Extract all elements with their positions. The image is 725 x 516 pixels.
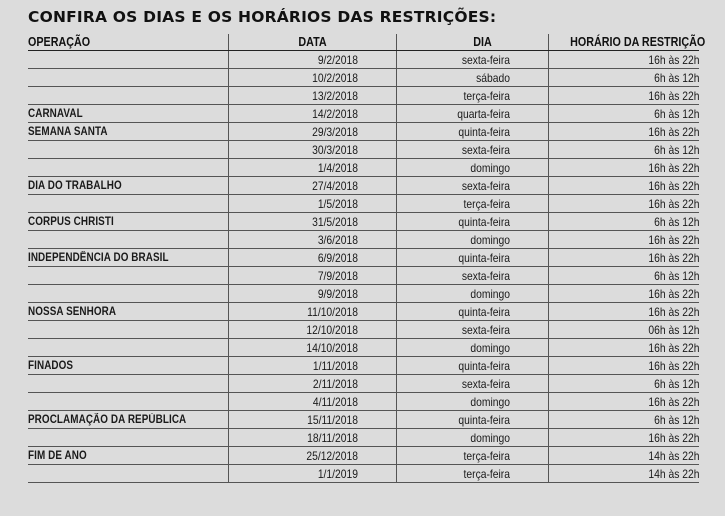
table-row xyxy=(28,123,699,141)
header-row xyxy=(28,34,699,51)
cell-data: 6/9/2018 xyxy=(228,249,396,267)
cell-data: 13/2/2018 xyxy=(228,87,396,105)
table-row xyxy=(28,249,699,267)
cell-data: 30/3/2018 xyxy=(228,141,396,159)
table-row xyxy=(28,69,699,87)
cell-dia: sexta-feira xyxy=(396,51,548,69)
cell-data: 4/11/2018 xyxy=(228,393,396,411)
cell-dia: sábado xyxy=(396,69,548,87)
table-row xyxy=(28,177,699,195)
cell-dia: domingo xyxy=(396,339,548,357)
cell-horario: 6h às 12h xyxy=(548,213,699,231)
table-row xyxy=(28,339,699,357)
header-operacao: OPERAÇÃO xyxy=(28,34,228,51)
cell-dia: quinta-feira xyxy=(396,249,548,267)
cell-dia: terça-feira xyxy=(396,195,548,213)
cell-dia: sexta-feira xyxy=(396,267,548,285)
cell-data: 7/9/2018 xyxy=(228,267,396,285)
cell-data: 1/4/2018 xyxy=(228,159,396,177)
cell-horario: 6h às 12h xyxy=(548,267,699,285)
cell-horario: 6h às 12h xyxy=(548,105,699,123)
cell-data: 27/4/2018 xyxy=(228,177,396,195)
cell-dia: quinta-feira xyxy=(396,411,548,429)
cell-horario: 16h às 22h xyxy=(548,303,699,321)
cell-data: 3/6/2018 xyxy=(228,231,396,249)
cell-data: 25/12/2018 xyxy=(228,447,396,465)
table-row xyxy=(28,267,699,285)
table-row xyxy=(28,303,699,321)
cell-operacao xyxy=(28,429,228,447)
cell-horario: 14h às 22h xyxy=(548,447,699,465)
table-row xyxy=(28,213,699,231)
cell-horario: 16h às 22h xyxy=(548,249,699,267)
table-row xyxy=(28,159,699,177)
table-row xyxy=(28,195,699,213)
cell-horario: 16h às 22h xyxy=(548,87,699,105)
cell-operacao: FINADOS xyxy=(28,357,228,375)
cell-operacao: CORPUS CHRISTI xyxy=(28,213,228,231)
cell-operacao xyxy=(28,267,228,285)
cell-dia: terça-feira xyxy=(396,87,548,105)
cell-operacao xyxy=(28,69,228,87)
cell-operacao: NOSSA SENHORA xyxy=(28,303,228,321)
cell-operacao xyxy=(28,321,228,339)
cell-operacao xyxy=(28,339,228,357)
table-row xyxy=(28,411,699,429)
cell-operacao: PROCLAMAÇÃO DA REPÚBLICA xyxy=(28,411,228,429)
table-row xyxy=(28,465,699,483)
cell-dia: quinta-feira xyxy=(396,213,548,231)
cell-data: 1/5/2018 xyxy=(228,195,396,213)
cell-horario: 14h às 22h xyxy=(548,465,699,483)
cell-dia: domingo xyxy=(396,231,548,249)
cell-horario: 16h às 22h xyxy=(548,429,699,447)
cell-dia: sexta-feira xyxy=(396,321,548,339)
cell-data: 9/2/2018 xyxy=(228,51,396,69)
cell-operacao xyxy=(28,285,228,303)
cell-data: 2/11/2018 xyxy=(228,375,396,393)
cell-data: 9/9/2018 xyxy=(228,285,396,303)
cell-operacao: CARNAVAL xyxy=(28,105,228,123)
cell-dia: quinta-feira xyxy=(396,303,548,321)
cell-operacao: INDEPENDÊNCIA DO BRASIL xyxy=(28,249,228,267)
cell-horario: 06h às 12h xyxy=(548,321,699,339)
cell-dia: quinta-feira xyxy=(396,123,548,141)
cell-horario: 16h às 22h xyxy=(548,51,699,69)
cell-operacao xyxy=(28,375,228,393)
cell-horario: 6h às 12h xyxy=(548,375,699,393)
cell-data: 31/5/2018 xyxy=(228,213,396,231)
cell-horario: 16h às 22h xyxy=(548,195,699,213)
cell-horario: 16h às 22h xyxy=(548,339,699,357)
cell-dia: sexta-feira xyxy=(396,141,548,159)
cell-horario: 6h às 12h xyxy=(548,69,699,87)
table-row xyxy=(28,393,699,411)
restrictions-table xyxy=(28,34,705,483)
cell-horario: 6h às 12h xyxy=(548,141,699,159)
cell-operacao xyxy=(28,393,228,411)
cell-data: 15/11/2018 xyxy=(228,411,396,429)
cell-dia: domingo xyxy=(396,159,548,177)
table-row xyxy=(28,447,699,465)
cell-dia: domingo xyxy=(396,393,548,411)
cell-operacao xyxy=(28,159,228,177)
cell-operacao: SEMANA SANTA xyxy=(28,123,228,141)
cell-horario: 16h às 22h xyxy=(548,123,699,141)
cell-horario: 16h às 22h xyxy=(548,159,699,177)
table-row xyxy=(28,429,699,447)
cell-horario: 16h às 22h xyxy=(548,357,699,375)
cell-data: 10/2/2018 xyxy=(228,69,396,87)
cell-data: 1/11/2018 xyxy=(228,357,396,375)
cell-horario: 16h às 22h xyxy=(548,393,699,411)
cell-dia: sexta-feira xyxy=(396,177,548,195)
cell-operacao: DIA DO TRABALHO xyxy=(28,177,228,195)
cell-horario: 16h às 22h xyxy=(548,231,699,249)
cell-horario: 16h às 22h xyxy=(548,285,699,303)
cell-dia: domingo xyxy=(396,429,548,447)
cell-dia: quinta-feira xyxy=(396,357,548,375)
table-row xyxy=(28,231,699,249)
table-row xyxy=(28,105,699,123)
table-row xyxy=(28,357,699,375)
table-row xyxy=(28,285,699,303)
cell-data: 12/10/2018 xyxy=(228,321,396,339)
header-data: DATA xyxy=(228,34,396,51)
table-row xyxy=(28,375,699,393)
cell-operacao xyxy=(28,195,228,213)
table-row xyxy=(28,321,699,339)
table-body xyxy=(28,51,699,483)
header-dia: DIA xyxy=(396,34,548,51)
cell-operacao xyxy=(28,465,228,483)
cell-dia: sexta-feira xyxy=(396,375,548,393)
cell-dia: domingo xyxy=(396,285,548,303)
header-horario: HORÁRIO DA RESTRIÇÃO xyxy=(548,34,699,51)
cell-data: 14/2/2018 xyxy=(228,105,396,123)
cell-data: 1/1/2019 xyxy=(228,465,396,483)
cell-dia: terça-feira xyxy=(396,447,548,465)
cell-data: 14/10/2018 xyxy=(228,339,396,357)
cell-operacao: FIM DE ANO xyxy=(28,447,228,465)
table-header xyxy=(28,34,705,51)
cell-operacao xyxy=(28,231,228,249)
table-row xyxy=(28,87,699,105)
cell-data: 11/10/2018 xyxy=(228,303,396,321)
table-row xyxy=(28,141,699,159)
cell-data: 29/3/2018 xyxy=(228,123,396,141)
cell-horario: 16h às 22h xyxy=(548,177,699,195)
cell-dia: quarta-feira xyxy=(396,105,548,123)
page-title: CONFIRA OS DIAS E OS HORÁRIOS DAS RESTRIÇÕES: xyxy=(28,8,497,26)
cell-operacao xyxy=(28,51,228,69)
cell-operacao xyxy=(28,141,228,159)
cell-data: 18/11/2018 xyxy=(228,429,396,447)
cell-dia: terça-feira xyxy=(396,465,548,483)
table-row xyxy=(28,51,699,69)
cell-horario: 6h às 12h xyxy=(548,411,699,429)
cell-operacao xyxy=(28,87,228,105)
